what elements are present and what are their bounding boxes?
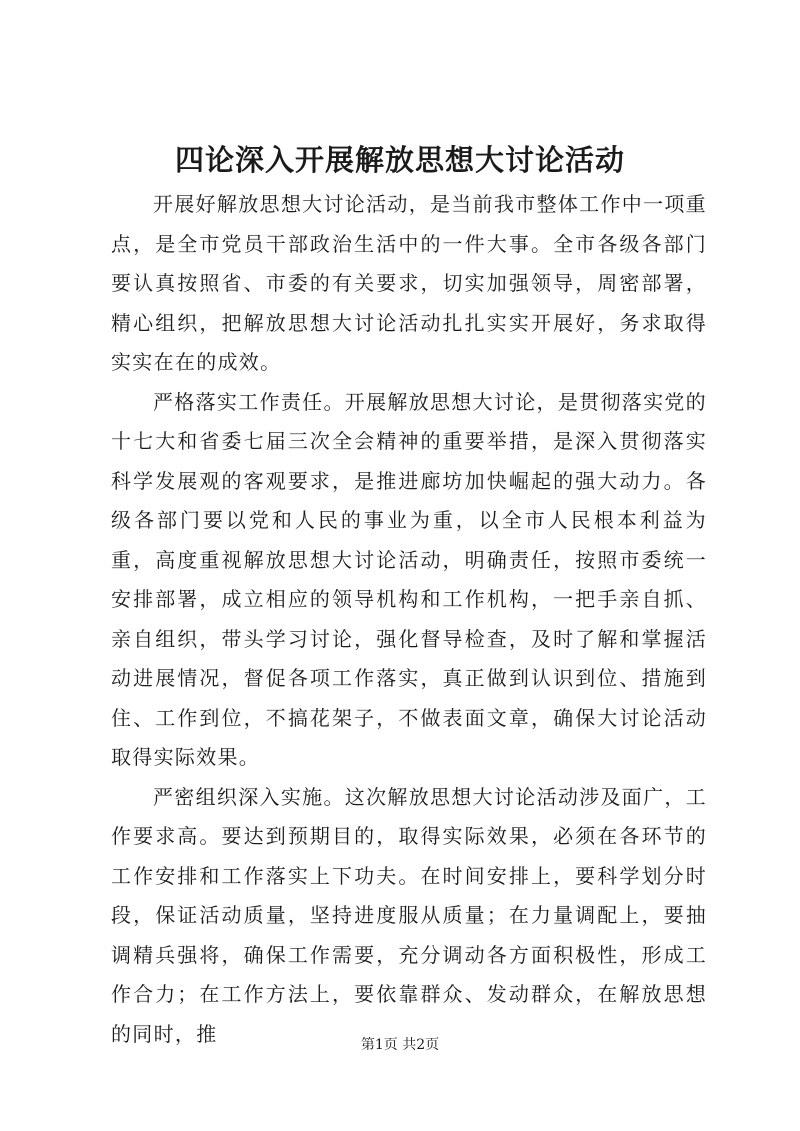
document-body <box>111 185 707 1054</box>
paragraph-intro: 开展好解放思想大讨论活动，是当前我市整体工作中一项重点，是全市党员干部政治生活中的一件大事。全市各级各部门要认真按照省、市委的有关要求，切实加强领导，周密部署，精心组织，把解放思想大讨论活动扎扎实实开展好，务求取得实实在在的成效。 <box>111 192 707 374</box>
document-title: 四论深入开展解放思想大讨论活动 <box>174 143 625 177</box>
page-footer: 第1页 共2页 <box>360 1037 440 1053</box>
paragraph-implementation: 严密组织深入实施。这次解放思想大讨论活动涉及面广，工作要求高。要达到预期目的，取得实际效果，必须在各环节的工作安排和工作落实上下功夫。在时间安排上，要科学划分时段，保证活动质量，坚持进度服从质量；在力量调配上，要抽调精兵强将，确保工作需要，充分调动各方面积极性，形成工作合力；在工作方法上，要依靠群众、发动群众，在解放思想的同时，推 <box>111 784 707 1046</box>
paragraph-responsibility: 严格落实工作责任。开展解放思想大讨论，是贯彻落实党的十七大和省委七届三次全会精神的重要举措，是深入贯彻落实科学发展观的客观要求，是推进廊坊加快崛起的强大动力。各级各部门要以党和人民的事业为重，以全市人民根本利益为重，高度重视解放思想大讨论活动，明确责任，按照市委统一安排部署，成立相应的领导机构和工作机构，一把手亲自抓、亲自组织，带头学习讨论，强化督导检查，及时了解和掌握活动进展情况，督促各项工作落实，真正做到认识到位、措施到住、工作到位，不搞花架子，不做表面文章，确保大讨论活动取得实际效果。 <box>111 389 707 769</box>
